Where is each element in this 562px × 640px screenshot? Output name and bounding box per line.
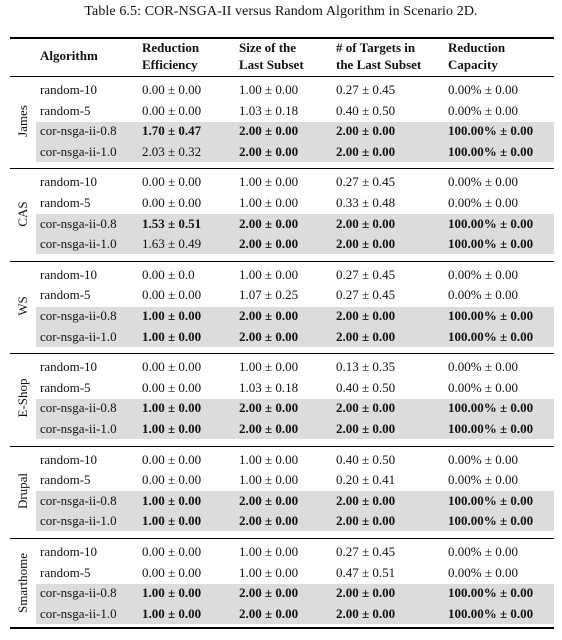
cell-efficiency: 0.00 ± 0.00 [142,195,202,210]
cell-capacity: 100.00% ± 0.00 [448,421,534,436]
cell-capacity: 0.00% ± 0.00 [448,82,518,97]
cell-algorithm: random-5 [40,564,91,580]
cell-efficiency: 1.00 ± 0.00 [142,492,202,508]
header-size [239,39,304,73]
cell-capacity: 100.00% ± 0.00 [448,215,534,231]
cell-targets: 0.27 ± 0.45 [336,544,396,559]
cell-size: 1.07 ± 0.25 [239,287,299,303]
cell-efficiency: 1.63 ± 0.49 [142,236,202,252]
cell-size: 2.00 ± 0.00 [239,585,299,601]
cell-targets: 2.00 ± 0.00 [336,492,396,508]
header-capacity-line1: Reduction [448,40,506,55]
header-size-line2: Last Subset [239,57,304,72]
group-label-text: WS [15,296,30,316]
cell-algorithm: cor-nsga-ii-0.8 [40,308,117,323]
header-efficiency-line2: Efficiency [142,57,198,72]
cell-size: 2.00 ± 0.00 [239,492,299,508]
cell-efficiency: 1.00 ± 0.00 [142,308,202,323]
cell-algorithm: cor-nsga-ii-0.8 [40,400,117,416]
cell-efficiency: 1.00 ± 0.00 [142,585,202,601]
cell-size: 1.00 ± 0.00 [239,544,299,559]
header-algorithm: Algorithm [40,48,98,63]
cell-algorithm: cor-nsga-ii-0.8 [40,215,117,231]
group-label-text: James [15,105,30,138]
header-capacity [448,39,505,73]
cell-capacity: 100.00% ± 0.00 [448,605,534,621]
cell-capacity: 0.00% ± 0.00 [448,379,518,395]
cell-size: 1.00 ± 0.00 [239,472,299,488]
cell-size: 1.00 ± 0.00 [239,82,299,97]
group-label [13,542,33,624]
cell-efficiency: 0.00 ± 0.00 [142,451,202,467]
table-caption: Table 6.5: COR-NSGA-II versus Random Algorithm in Scenario 2D. [84,4,478,19]
cell-size: 2.00 ± 0.00 [239,143,299,159]
cell-size: 2.00 ± 0.00 [239,328,299,344]
cell-capacity: 0.00% ± 0.00 [448,564,518,580]
group-label [13,265,33,347]
cell-algorithm: random-10 [40,359,98,375]
cell-targets: 0.40 ± 0.50 [336,379,396,395]
cell-efficiency: 1.00 ± 0.00 [142,400,202,416]
group-label [13,80,33,162]
cell-efficiency: 0.00 ± 0.0 [142,266,195,282]
cell-algorithm: cor-nsga-ii-1.0 [40,143,117,159]
cell-capacity: 100.00% ± 0.00 [448,308,534,323]
cell-algorithm: random-5 [40,379,91,395]
cell-algorithm: cor-nsga-ii-0.8 [40,585,117,601]
cell-capacity: 100.00% ± 0.00 [448,328,534,344]
cell-algorithm: cor-nsga-ii-0.8 [40,492,117,508]
group-label-text: Smarthome [15,553,30,614]
header-targets-line2: the Last Subset [336,57,422,72]
header-capacity-line2: Capacity [448,57,498,72]
cell-size: 1.00 ± 0.00 [239,266,299,282]
header-efficiency [142,39,199,73]
group-separator [10,538,554,539]
cell-efficiency: 0.00 ± 0.00 [142,359,202,375]
cell-capacity: 0.00% ± 0.00 [448,174,518,190]
group-label-text: E-Shop [15,378,30,418]
header-efficiency-line1: Reduction [142,40,200,55]
cell-size: 1.03 ± 0.18 [239,379,299,395]
cell-capacity: 100.00% ± 0.00 [448,492,534,508]
cell-targets: 2.00 ± 0.00 [336,605,396,621]
cell-algorithm: random-10 [40,174,98,190]
cell-efficiency: 1.53 ± 0.51 [142,215,202,231]
cell-size: 1.03 ± 0.18 [239,102,299,118]
cell-targets: 2.00 ± 0.00 [336,328,396,344]
header-targets [336,39,421,73]
cell-targets: 0.27 ± 0.45 [336,287,396,303]
cell-algorithm: cor-nsga-ii-1.0 [40,328,117,344]
cell-algorithm: cor-nsga-ii-1.0 [40,236,117,252]
cell-capacity: 0.00% ± 0.00 [448,359,518,375]
cell-targets: 0.40 ± 0.50 [336,451,396,467]
cell-efficiency: 1.00 ± 0.00 [142,421,202,436]
group-separator [10,168,554,169]
cell-targets: 2.00 ± 0.00 [336,215,396,231]
cell-efficiency: 0.00 ± 0.00 [142,102,202,118]
cell-targets: 2.00 ± 0.00 [336,143,396,159]
cell-efficiency: 0.00 ± 0.00 [142,174,202,190]
cell-targets: 0.33 ± 0.48 [336,195,396,210]
cell-size: 1.00 ± 0.00 [239,359,299,375]
cell-capacity: 0.00% ± 0.00 [448,287,518,303]
group-separator [10,261,554,262]
cell-targets: 2.00 ± 0.00 [336,236,396,252]
cell-algorithm: random-10 [40,82,98,97]
cell-efficiency: 0.00 ± 0.00 [142,287,202,303]
cell-capacity: 0.00% ± 0.00 [448,451,518,467]
group-separator [10,446,554,447]
cell-targets: 0.27 ± 0.45 [336,82,396,97]
cell-algorithm: random-5 [40,195,91,210]
cell-algorithm: cor-nsga-ii-1.0 [40,513,117,529]
cell-size: 1.00 ± 0.00 [239,564,299,580]
cell-targets: 0.27 ± 0.45 [336,266,396,282]
cell-efficiency: 1.00 ± 0.00 [142,513,202,529]
cell-size: 1.00 ± 0.00 [239,195,299,210]
group-label-text: Drupal [15,472,30,509]
cell-size: 2.00 ± 0.00 [239,400,299,416]
cell-capacity: 100.00% ± 0.00 [448,143,534,159]
cell-targets: 0.40 ± 0.50 [336,102,396,118]
cell-targets: 2.00 ± 0.00 [336,123,396,139]
cell-efficiency: 1.00 ± 0.00 [142,605,202,621]
cell-efficiency: 1.00 ± 0.00 [142,328,202,344]
cell-size: 2.00 ± 0.00 [239,605,299,621]
cell-algorithm: random-10 [40,544,98,559]
header-size-line1: Size of the [239,40,297,55]
cell-algorithm: random-5 [40,472,91,488]
cell-targets: 0.13 ± 0.35 [336,359,396,375]
cell-capacity: 0.00% ± 0.00 [448,266,518,282]
cell-algorithm: cor-nsga-ii-0.8 [40,123,117,139]
cell-targets: 0.27 ± 0.45 [336,174,396,190]
cell-targets: 0.20 ± 0.41 [336,472,396,488]
group-label [13,172,33,254]
cell-capacity: 0.00% ± 0.00 [448,544,518,559]
cell-algorithm: random-5 [40,102,91,118]
cell-algorithm: cor-nsga-ii-1.0 [40,421,117,436]
cell-capacity: 100.00% ± 0.00 [448,585,534,601]
cell-capacity: 100.00% ± 0.00 [448,123,534,139]
cell-algorithm: random-10 [40,451,98,467]
group-separator [10,353,554,354]
cell-targets: 2.00 ± 0.00 [336,421,396,436]
cell-size: 2.00 ± 0.00 [239,308,299,323]
cell-capacity: 0.00% ± 0.00 [448,195,518,210]
group-label [13,357,33,439]
cell-efficiency: 0.00 ± 0.00 [142,379,202,395]
cell-efficiency: 1.70 ± 0.47 [142,123,202,139]
cell-capacity: 100.00% ± 0.00 [448,236,534,252]
cell-size: 2.00 ± 0.00 [239,513,299,529]
header-rule [10,76,554,77]
cell-targets: 2.00 ± 0.00 [336,585,396,601]
bottom-rule [10,627,554,629]
cell-size: 1.00 ± 0.00 [239,174,299,190]
cell-targets: 2.00 ± 0.00 [336,308,396,323]
cell-capacity: 100.00% ± 0.00 [448,400,534,416]
cell-efficiency: 2.03 ± 0.32 [142,143,202,159]
cell-capacity: 100.00% ± 0.00 [448,513,534,529]
cell-algorithm: random-10 [40,266,98,282]
cell-capacity: 0.00% ± 0.00 [448,472,518,488]
cell-size: 2.00 ± 0.00 [239,236,299,252]
cell-capacity: 0.00% ± 0.00 [448,102,518,118]
cell-efficiency: 0.00 ± 0.00 [142,82,202,97]
group-label [13,450,33,532]
cell-size: 2.00 ± 0.00 [239,215,299,231]
cell-efficiency: 0.00 ± 0.00 [142,544,202,559]
cell-size: 1.00 ± 0.00 [239,451,299,467]
cell-efficiency: 0.00 ± 0.00 [142,472,202,488]
cell-targets: 2.00 ± 0.00 [336,513,396,529]
cell-algorithm: cor-nsga-ii-1.0 [40,605,117,621]
cell-algorithm: random-5 [40,287,91,303]
cell-size: 2.00 ± 0.00 [239,123,299,139]
cell-targets: 2.00 ± 0.00 [336,400,396,416]
cell-targets: 0.47 ± 0.51 [336,564,396,580]
cell-size: 2.00 ± 0.00 [239,421,299,436]
group-label-text: CAS [15,200,30,227]
header-targets-line1: # of Targets in [336,40,416,55]
cell-efficiency: 0.00 ± 0.00 [142,564,202,580]
